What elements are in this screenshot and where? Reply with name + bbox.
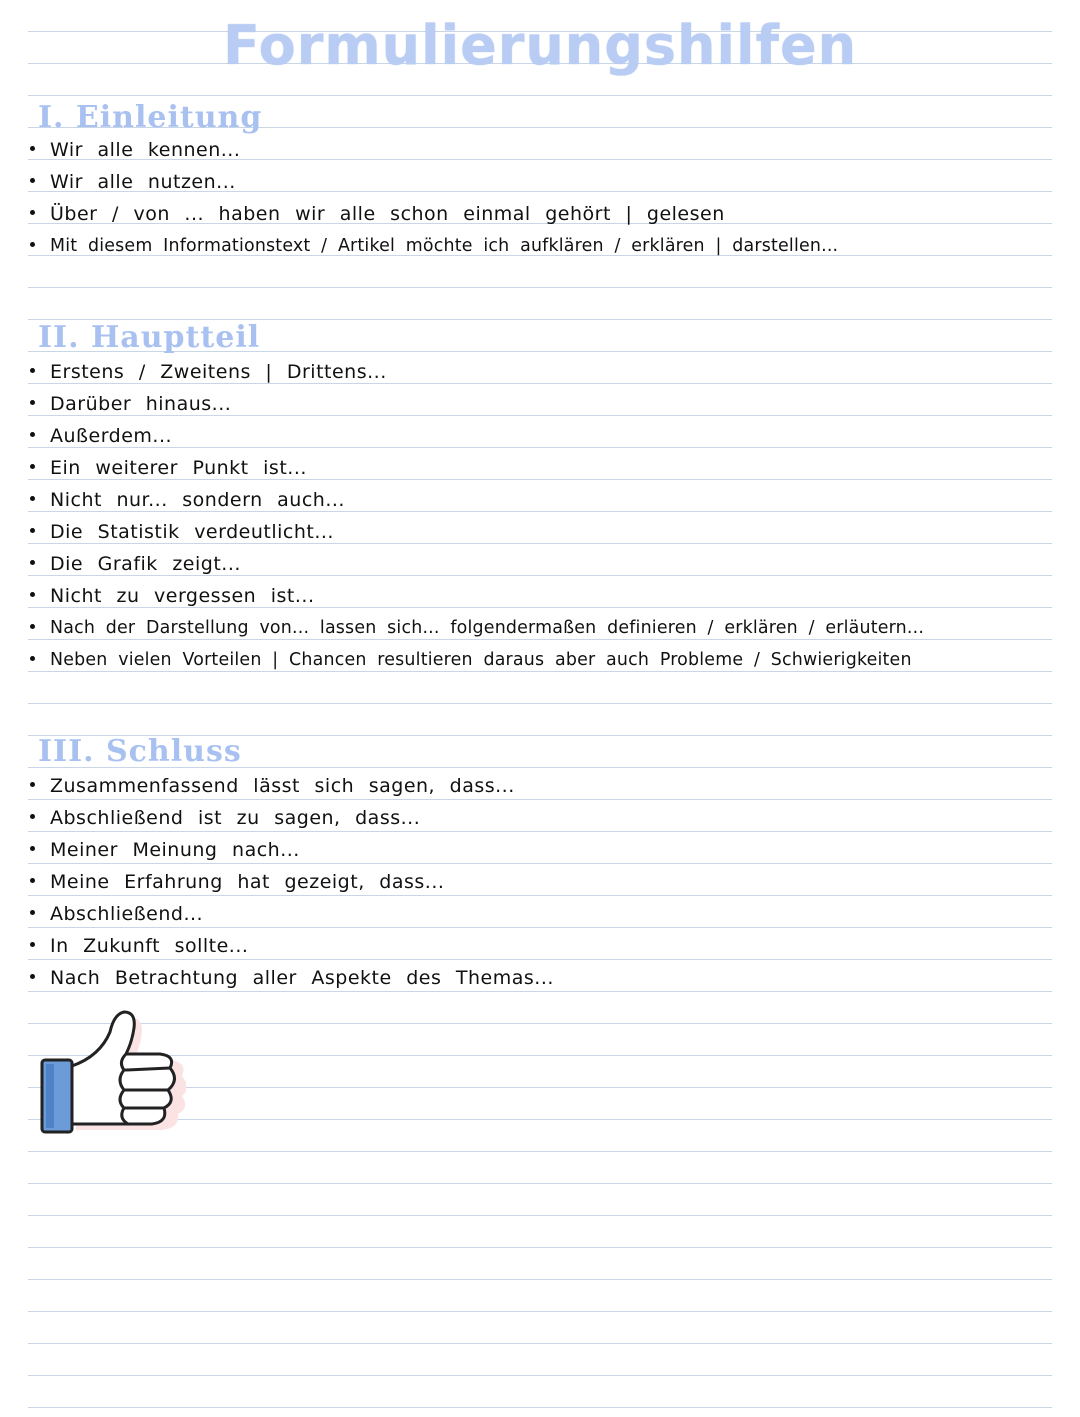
bullet-icon [30, 656, 35, 661]
bullet-icon [30, 782, 35, 787]
bullet-icon [30, 242, 35, 247]
section-heading-schluss: III. Schluss [38, 734, 242, 769]
list-item: Abschließend ist zu sagen, dass... [28, 802, 1060, 834]
list-item: Meiner Meinung nach... [28, 834, 1060, 866]
bullet-icon [30, 942, 35, 947]
einleitung-list [28, 134, 1060, 262]
bullet-icon [30, 974, 35, 979]
list-item: Die Grafik zeigt... [28, 548, 1060, 580]
section-heading-einleitung: I. Einleitung [38, 100, 263, 135]
page-title: Formulierungshilfen [222, 14, 858, 77]
thumbs-up-icon [36, 1006, 186, 1136]
list-item: Darüber hinaus... [28, 388, 1060, 420]
list-item: Ein weiterer Punkt ist... [28, 452, 1060, 484]
bullet-icon [30, 910, 35, 915]
bullet-icon [30, 624, 35, 629]
list-item: Nicht zu vergessen ist... [28, 580, 1060, 612]
bullet-icon [30, 178, 35, 183]
bullet-icon [30, 846, 35, 851]
hauptteil-list [28, 356, 1060, 676]
section-heading-hauptteil: II. Hauptteil [38, 320, 261, 355]
list-item: Abschließend... [28, 898, 1060, 930]
list-item: Über / von ... haben wir alle schon einmal gehört | gelesen [28, 198, 1060, 230]
list-item: Meine Erfahrung hat gezeigt, dass... [28, 866, 1060, 898]
bullet-icon [30, 592, 35, 597]
bullet-icon [30, 464, 35, 469]
bullet-icon [30, 496, 35, 501]
list-item: Nach der Darstellung von... lassen sich... folgendermaßen definieren / erklären / erläutern... [28, 612, 1060, 644]
list-item: Nicht nur... sondern auch... [28, 484, 1060, 516]
bullet-icon [30, 528, 35, 533]
bullet-icon [30, 146, 35, 151]
bullet-icon [30, 368, 35, 373]
list-item: Zusammenfassend lässt sich sagen, dass... [28, 770, 1060, 802]
list-item: Wir alle kennen... [28, 134, 1060, 166]
list-item: Neben vielen Vorteilen | Chancen resultieren daraus aber auch Probleme / Schwierigkeiten [28, 644, 1060, 676]
list-item: Mit diesem Informationstext / Artikel möchte ich aufklären / erklären | darstellen... [28, 230, 1060, 262]
bullet-icon [30, 210, 35, 215]
bullet-icon [30, 878, 35, 883]
list-item: In Zukunft sollte... [28, 930, 1060, 962]
bullet-icon [30, 814, 35, 819]
list-item: Außerdem... [28, 420, 1060, 452]
list-item: Die Statistik verdeutlicht... [28, 516, 1060, 548]
list-item: Wir alle nutzen... [28, 166, 1060, 198]
schluss-list [28, 770, 1060, 994]
list-item: Nach Betrachtung aller Aspekte des Themas... [28, 962, 1060, 994]
bullet-icon [30, 400, 35, 405]
bullet-icon [30, 432, 35, 437]
bullet-icon [30, 560, 35, 565]
list-item: Erstens / Zweitens | Drittens... [28, 356, 1060, 388]
